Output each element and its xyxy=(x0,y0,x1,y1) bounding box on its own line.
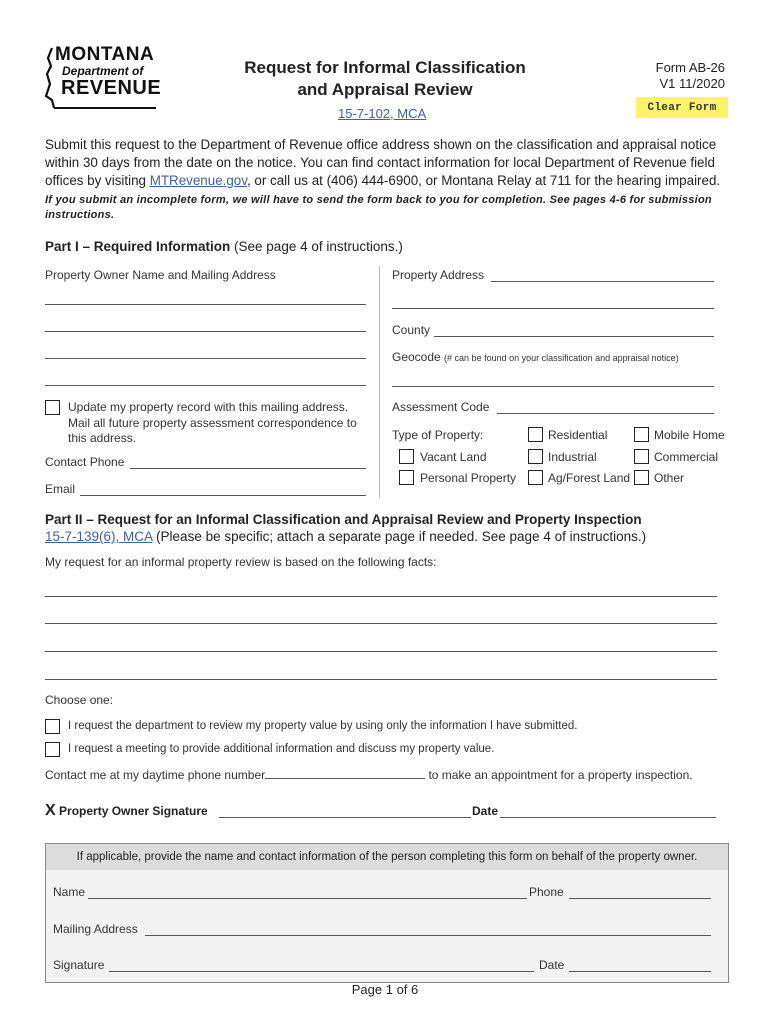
phone-label: Contact Phone xyxy=(45,455,125,469)
ag-forest-checkbox[interactable] xyxy=(528,470,543,485)
part1-note: (See page 4 of instructions.) xyxy=(230,239,403,254)
phone-input[interactable] xyxy=(130,468,366,469)
agent-address-label: Mailing Address xyxy=(53,922,138,936)
request-meeting-checkbox[interactable] xyxy=(45,742,60,757)
form-version: V1 11/2020 xyxy=(659,76,725,91)
facts-line-2[interactable] xyxy=(45,623,717,624)
page-number: Page 1 of 6 xyxy=(351,982,419,997)
part2-statute-link[interactable]: 15-7-139(6), MCA xyxy=(45,529,153,544)
agent-phone-input[interactable] xyxy=(569,898,711,899)
county-label: County xyxy=(392,323,431,337)
email-label: Email xyxy=(45,482,76,496)
daytime-phone-input[interactable] xyxy=(265,767,425,779)
form-id xyxy=(656,60,725,92)
industrial-checkbox[interactable] xyxy=(528,449,543,464)
agent-phone-label: Phone xyxy=(529,885,564,899)
commercial-checkbox[interactable] xyxy=(634,449,649,464)
part1-title: Part I – Required Information xyxy=(45,239,231,254)
personal-property-label: Personal Property xyxy=(420,471,517,485)
clear-form-button[interactable]: Clear Form xyxy=(636,97,728,118)
mobile-home-checkbox[interactable] xyxy=(634,427,649,442)
statute-link[interactable]: 15-7-102, MCA xyxy=(338,106,427,121)
assessment-code-label: Assessment Code xyxy=(392,400,490,414)
residential-label: Residential xyxy=(548,428,608,442)
part2-heading xyxy=(45,511,735,545)
residential-checkbox[interactable] xyxy=(528,427,543,442)
mobile-home-label: Mobile Home xyxy=(654,428,725,442)
agent-name-input[interactable] xyxy=(88,898,527,899)
incomplete-warning: If you submit an incomplete form, we will have to send the form back to you for completion. See pages 4-6 for submission instructions. xyxy=(45,194,712,221)
owner-signature-input[interactable] xyxy=(219,817,471,818)
email-input[interactable] xyxy=(80,495,366,496)
agent-date-input[interactable] xyxy=(569,971,711,972)
review-submitted-label: I request the department to review my property value by using only the information I have submitted. xyxy=(68,720,578,732)
logo-montana: MONTANA xyxy=(55,44,155,65)
owner-name-label: Property Owner Name and Mailing Address xyxy=(45,268,276,282)
request-meeting-label: I request a meeting to provide additional information and discuss my property value. xyxy=(68,743,495,755)
part2-note: (Please be specific; attach a separate page if needed. See page 4 of instructions.) xyxy=(152,529,647,544)
update-record-checkbox[interactable] xyxy=(45,400,60,415)
other-checkbox[interactable] xyxy=(634,470,649,485)
county-input[interactable] xyxy=(434,336,714,337)
geocode-input[interactable] xyxy=(392,386,714,387)
facts-line-4[interactable] xyxy=(45,679,717,680)
owner-date-input[interactable] xyxy=(500,817,716,818)
review-submitted-checkbox[interactable] xyxy=(45,719,60,734)
property-address-input[interactable] xyxy=(491,281,714,282)
other-label: Other xyxy=(654,471,685,485)
property-address-label: Property Address xyxy=(392,268,485,282)
title-line-2: and Appraisal Review xyxy=(297,80,473,99)
agent-date-label: Date xyxy=(539,958,565,972)
agent-signature-input[interactable] xyxy=(109,971,534,972)
owner-line-3[interactable] xyxy=(45,358,366,359)
x-mark: X xyxy=(45,802,56,819)
title-line-1: Request for Informal Classification xyxy=(244,58,526,77)
logo-department: Department of xyxy=(62,64,144,78)
montana-dor-logo xyxy=(38,44,160,110)
geocode-label-row xyxy=(392,350,679,364)
facts-label: My request for an informal property review is based on the following facts: xyxy=(45,555,437,569)
ag-forest-label: Ag/Forest Land xyxy=(548,471,631,485)
assessment-code-input[interactable] xyxy=(497,413,714,414)
owner-signature-label: Property Owner Signature xyxy=(59,804,208,818)
intro-text-end: , or call us at (406) 444-6900, or Montana Relay at 711 for the hearing impaired. xyxy=(246,173,721,188)
agent-signature-label: Signature xyxy=(53,958,105,972)
vacant-land-checkbox[interactable] xyxy=(399,449,414,464)
contact-phone-label: Contact me at my daytime phone number xyxy=(45,768,266,782)
personal-property-checkbox[interactable] xyxy=(399,470,414,485)
facts-line-1[interactable] xyxy=(45,596,717,597)
part2-title: Part II – Request for an Informal Classification and Appraisal Review and Property Inspection xyxy=(45,512,642,527)
vacant-land-label: Vacant Land xyxy=(420,450,487,464)
owner-date-label: Date xyxy=(472,804,499,818)
agent-info-heading: If applicable, provide the name and contact information of the person completing this form on behalf of the property owner. xyxy=(46,844,728,870)
agent-name-label: Name xyxy=(53,885,86,899)
commercial-label: Commercial xyxy=(654,450,719,464)
owner-line-2[interactable] xyxy=(45,331,366,332)
property-type-label: Type of Property: xyxy=(392,428,484,442)
choose-one-label: Choose one: xyxy=(45,693,114,707)
part1-heading xyxy=(45,239,403,254)
logo-revenue: REVENUE xyxy=(61,77,162,99)
industrial-label: Industrial xyxy=(548,450,597,464)
owner-line-4[interactable] xyxy=(45,385,366,386)
form-number: Form AB-26 xyxy=(655,60,725,75)
update-record-label: Update my property record with this mailing address. Mail all future property assessment correspondence to this address. xyxy=(68,400,357,445)
intro-text: Submit this request to the Department of Revenue office address shown on the classification and appraisal notice within 30 days from the date on the notice. You can find contact information for local Department of Revenue field offices by visiting xyxy=(45,137,717,188)
geocode-note: (# can be found on your classification and appraisal notice) xyxy=(444,353,679,363)
column-divider xyxy=(379,266,380,498)
contact-phone-row xyxy=(45,767,693,782)
facts-line-3[interactable] xyxy=(45,651,717,652)
geocode-label: Geocode xyxy=(392,350,441,364)
property-address-line-2[interactable] xyxy=(392,308,714,309)
contact-phone-suffix: to make an appointment for a property inspection. xyxy=(425,768,693,782)
mtrevenue-link[interactable]: MTRevenue.gov xyxy=(149,173,247,188)
form-title xyxy=(200,57,570,101)
agent-address-input[interactable] xyxy=(145,935,711,936)
owner-line-1[interactable] xyxy=(45,304,366,305)
intro-paragraph xyxy=(45,136,735,190)
owner-signature-row xyxy=(45,802,208,820)
